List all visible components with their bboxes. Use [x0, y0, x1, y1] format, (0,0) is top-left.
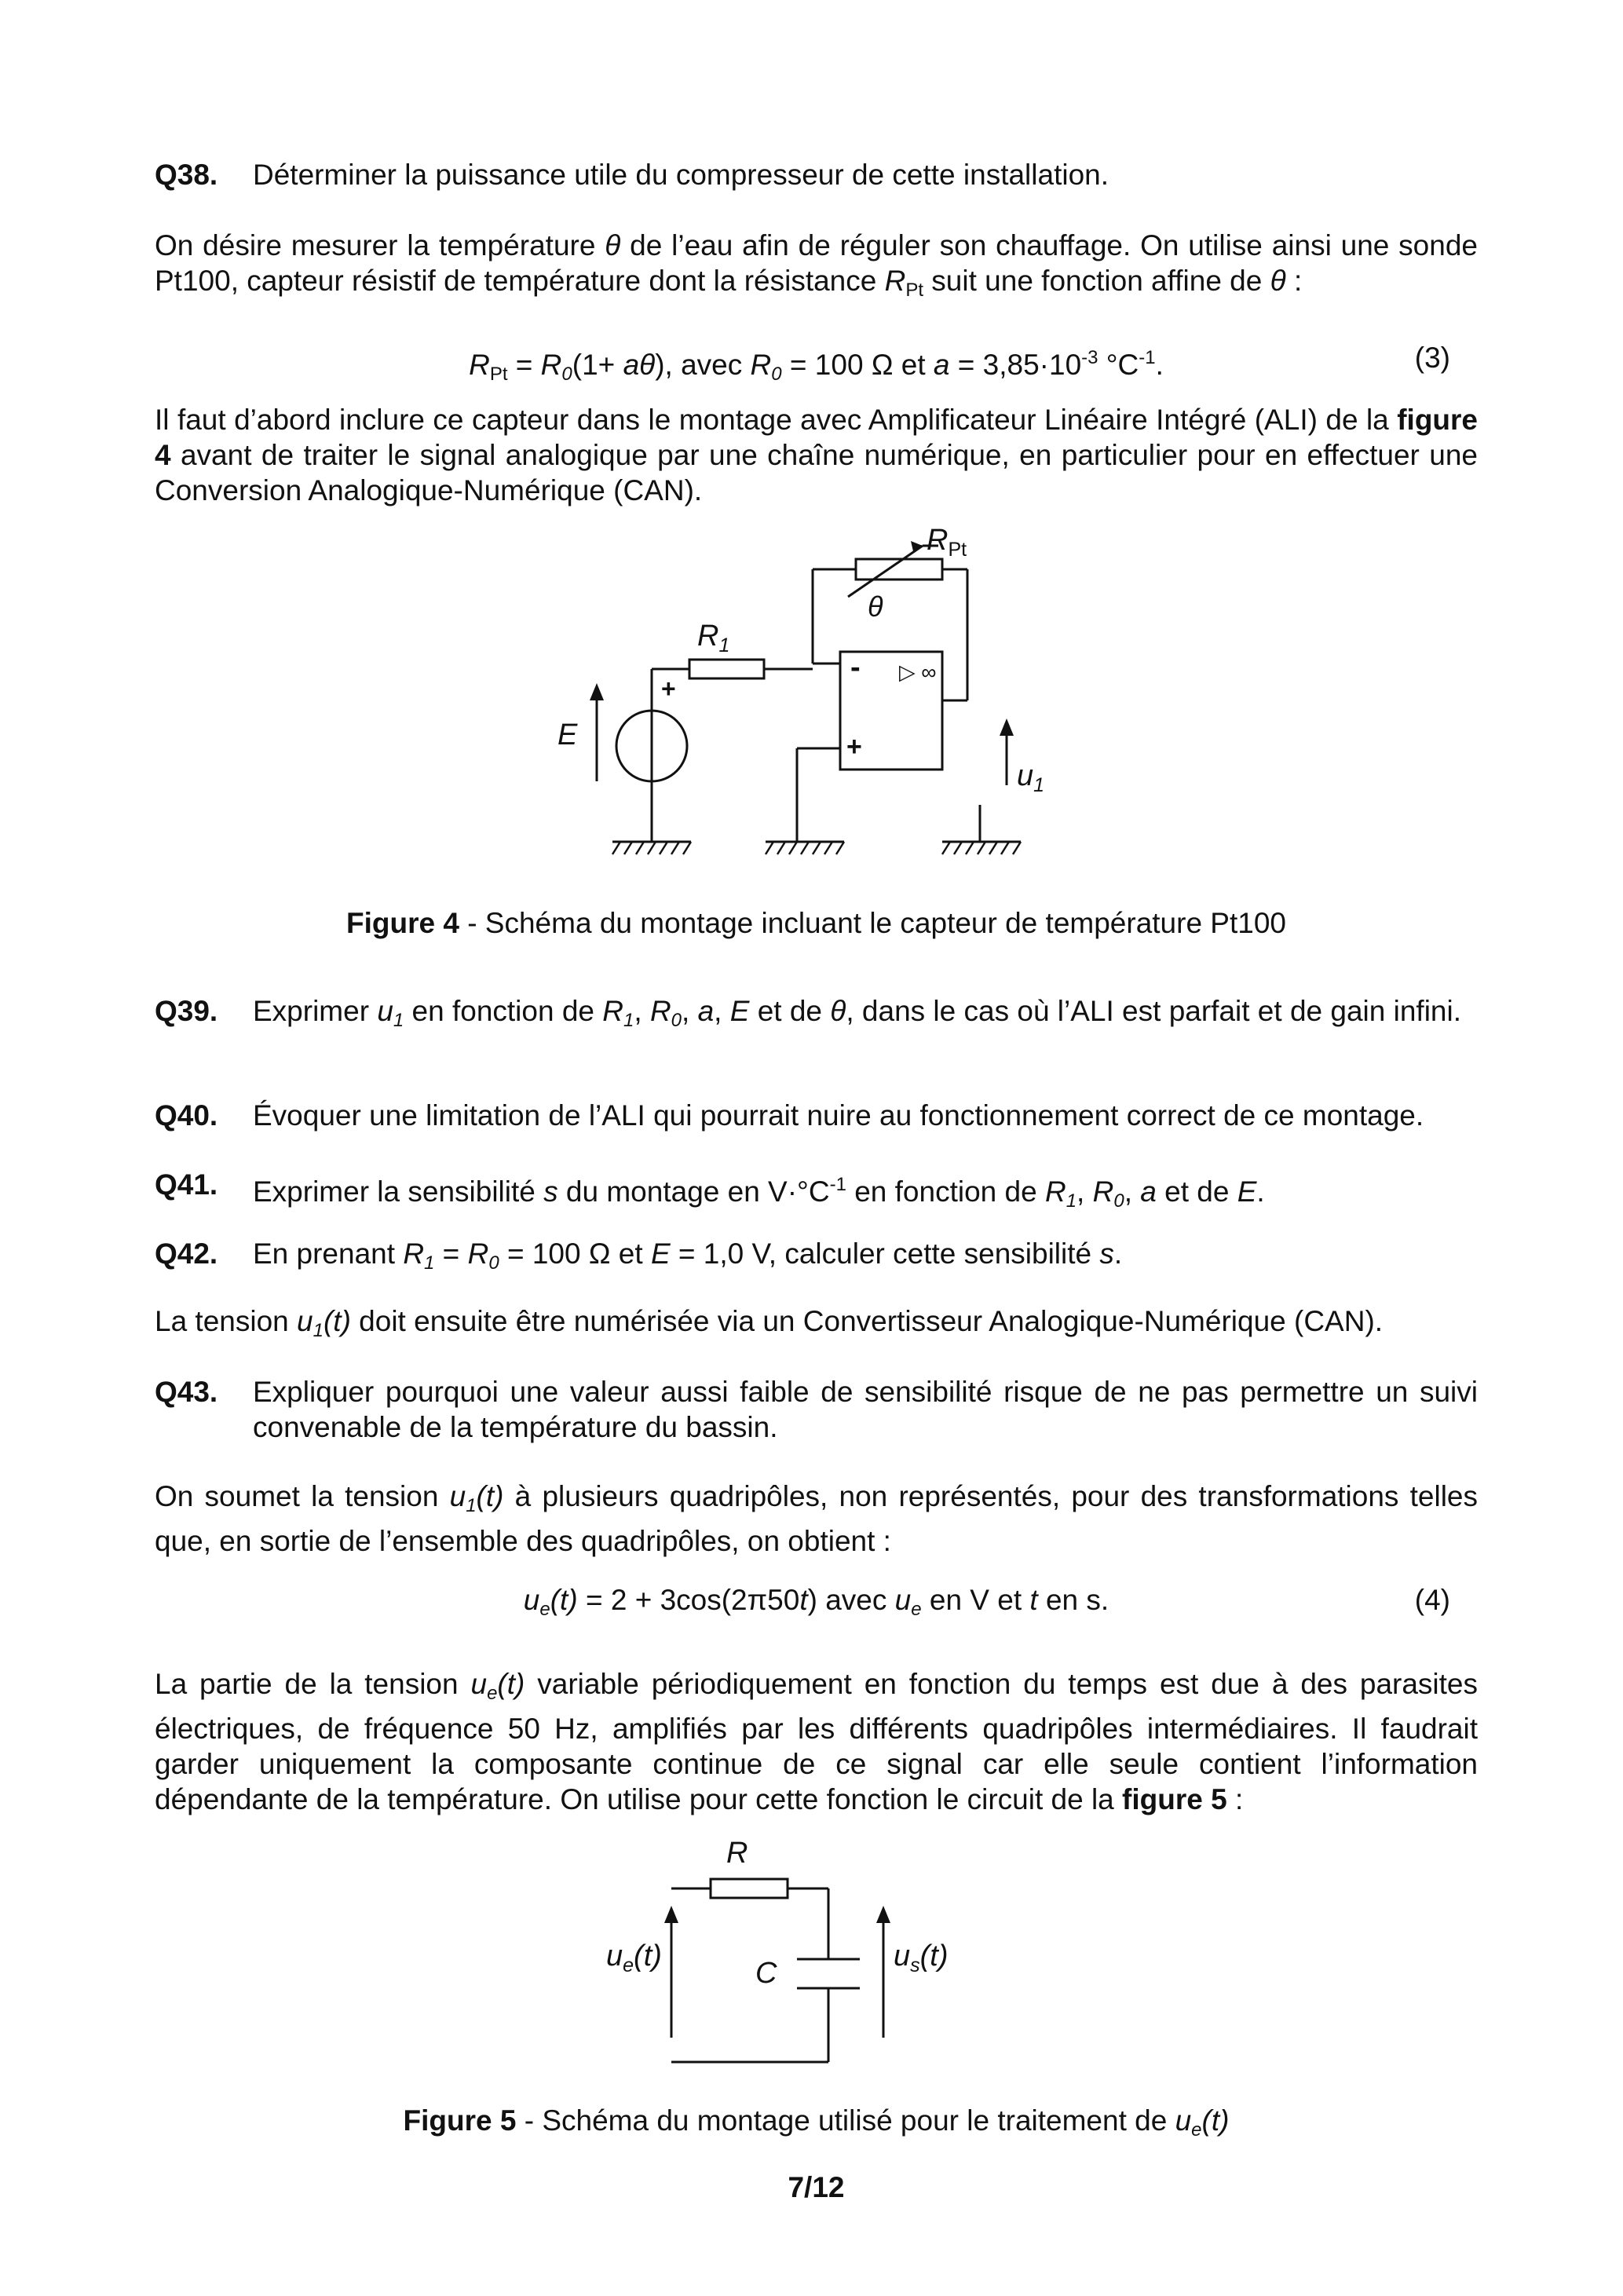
subscript: 1	[1066, 1190, 1077, 1212]
rpt-label: $R_{Pt}$	[927, 524, 967, 561]
text: doit ensuite être numérisée via un Convertisseur Analogique-Numérique (CAN).	[350, 1305, 1384, 1337]
subscript: 1	[393, 1010, 404, 1031]
minus-label: -	[850, 651, 861, 684]
text: .	[1113, 1238, 1123, 1270]
text: en fonction de	[404, 995, 603, 1027]
symbol: a	[623, 349, 640, 381]
text: en V et	[921, 1584, 1030, 1616]
text: ), avec	[655, 349, 751, 381]
subscript: e	[911, 1599, 922, 1620]
symbol: R	[1092, 1175, 1114, 1208]
text: = 2 + 3cos(2π50	[577, 1584, 800, 1616]
symbol: u	[523, 1584, 540, 1616]
theta-label: θ	[868, 590, 883, 623]
text: ,	[714, 995, 730, 1027]
symbol: u	[297, 1305, 313, 1337]
symbol: s	[1099, 1238, 1114, 1270]
symbol: R	[750, 349, 772, 381]
text: .	[1155, 349, 1164, 381]
text: Exprimer la sensibilité	[253, 1175, 544, 1208]
symbol: (t)	[476, 1480, 504, 1512]
equation-number: (3)	[1414, 342, 1450, 374]
text: °C	[1098, 349, 1139, 381]
us-label: $u_s(t)$	[894, 1940, 949, 1976]
text: Il faut d’abord inclure ce capteur dans le montage avec Amplificateur Linéaire Intégré (ALI) de la	[155, 404, 1398, 436]
symbol: R	[602, 995, 624, 1027]
plus-source-label: +	[661, 675, 676, 703]
caption-label: Figure 4	[346, 907, 459, 939]
superscript: -1	[829, 1174, 846, 1195]
caption-label: Figure 5	[403, 2104, 517, 2137]
symbol: (t)	[1201, 2104, 1230, 2137]
symbol: (t)	[497, 1668, 525, 1700]
text: et de	[1156, 1175, 1237, 1208]
symbol: R	[403, 1238, 425, 1270]
symbol: R	[649, 995, 671, 1027]
subscript: 1	[313, 1320, 324, 1341]
text: (1+	[572, 349, 623, 381]
symbol: R	[1044, 1175, 1066, 1208]
ue-arrowhead	[664, 1906, 678, 1923]
symbol: (t)	[323, 1305, 351, 1337]
u1-label: $u_1$	[1017, 759, 1045, 796]
figure-reference: figure 4	[155, 404, 1478, 471]
question-text: Déterminer la puissance utile du compresseur de cette installation.	[253, 159, 1109, 191]
text: en fonction de	[846, 1175, 1045, 1208]
subscript: 0	[561, 364, 572, 385]
symbol: s	[543, 1175, 558, 1208]
symbol: E	[729, 995, 750, 1027]
r1-label: $R_1$	[697, 620, 730, 656]
subscript: 1	[623, 1010, 634, 1031]
text: de l’eau afin de réguler son chauffage. On utilise ainsi une sonde Pt100, capteur résistif de température dont la résistance	[155, 229, 1478, 297]
symbol: t	[1029, 1584, 1038, 1616]
symbol: R	[467, 1238, 489, 1270]
text: , dans le cas où l’ALI est parfait et de gain infini.	[846, 995, 1461, 1027]
caption-text: - Schéma du montage incluant le capteur de température Pt100	[459, 907, 1286, 939]
text: La partie de la tension	[155, 1668, 471, 1700]
plus-input-label: +	[846, 732, 862, 762]
resistance-symbol: R	[884, 265, 906, 297]
symbol: u	[377, 995, 393, 1027]
text: :	[1285, 265, 1303, 297]
text: suit une fonction affine de	[923, 265, 1270, 297]
subscript: e	[1191, 2119, 1202, 2141]
symbol: (t)	[550, 1584, 578, 1616]
symbol: E	[1237, 1175, 1257, 1208]
text: du montage en V·°C	[557, 1175, 830, 1208]
text: ,	[634, 995, 650, 1027]
caption-text: - Schéma du montage utilisé pour le traitement de	[516, 2104, 1175, 2137]
text: = 3,85·10	[949, 349, 1082, 381]
subscript: Pt	[489, 364, 508, 385]
page-number: 7/12	[788, 2171, 845, 2203]
theta-symbol: θ	[1270, 265, 1286, 297]
question-label: Q41.	[155, 1168, 218, 1201]
symbol: a	[697, 995, 715, 1027]
symbol: a	[1140, 1175, 1157, 1208]
symbol: u	[470, 1668, 488, 1700]
subscript: 0	[488, 1252, 499, 1274]
subscript: Pt	[905, 280, 924, 301]
text: et de	[749, 995, 831, 1027]
theta-symbol: θ	[830, 995, 846, 1027]
r-resistor	[711, 1879, 788, 1898]
symbol: u	[894, 1584, 912, 1616]
theta-symbol: θ	[605, 229, 621, 261]
subscript: 0	[771, 364, 782, 385]
text: En prenant	[253, 1238, 404, 1270]
figure-5-caption	[155, 2103, 1478, 2148]
question-label: Q38.	[155, 159, 218, 191]
superscript: -3	[1081, 347, 1098, 368]
question-label: Q42.	[155, 1238, 218, 1270]
text: On désire mesurer la température	[155, 229, 605, 261]
ue-label: $u_e(t)$	[606, 1940, 662, 1976]
text: ,	[1077, 1175, 1093, 1208]
question-text: Évoquer une limitation de l’ALI qui pourrait nuire au fonctionnement correct de ce montage.	[253, 1099, 1424, 1132]
c-label: C	[755, 1957, 777, 1990]
symbol: E	[650, 1238, 671, 1270]
symbol: R	[469, 349, 490, 381]
subscript: e	[539, 1599, 550, 1620]
text: ) avec	[807, 1584, 895, 1616]
r-label: R	[726, 1837, 748, 1870]
question-label: Q43.	[155, 1376, 218, 1408]
us-arrowhead	[876, 1906, 890, 1923]
e-label: E	[557, 718, 578, 751]
amp-symbol: ▷ ∞	[899, 660, 937, 684]
text: en s.	[1037, 1584, 1109, 1616]
text: avant de traiter le signal analogique par une chaîne numérique, en particulier pour en effectuer une Conversion Analogique-Numérique (CAN).	[155, 439, 1478, 506]
symbol: u	[1175, 2104, 1192, 2137]
text: ,	[682, 995, 698, 1027]
text: ,	[1124, 1175, 1141, 1208]
text: variable périodiquement en fonction du temps est due à des parasites électriques, de fréquence 50 Hz, amplifiés par les différents quadripôles intermédiaires. Il faudrait garder uniquement la composante continue de ce signal car elle seule contient l’information dépendante de la température. On utilise pour cette fonction le circuit de la	[155, 1668, 1479, 1815]
text: .	[1256, 1175, 1265, 1208]
text: =	[434, 1238, 468, 1270]
subscript: 1	[424, 1252, 435, 1274]
text: :	[1226, 1783, 1244, 1815]
figure-reference: figure 5	[1122, 1783, 1227, 1815]
subscript: 0	[671, 1010, 682, 1031]
equation-number: (4)	[1414, 1584, 1450, 1616]
subscript: 1	[466, 1495, 477, 1516]
text: = 100 Ω et	[499, 1238, 651, 1270]
subscript: e	[487, 1683, 498, 1704]
text: à plusieurs quadripôles, non représentés, pour des transformations telles que, en sortie de l’ensemble des quadripôles, on obtient :	[155, 1480, 1478, 1557]
theta-symbol: θ	[639, 349, 656, 381]
text: = 100 Ω et	[781, 349, 934, 381]
question-label: Q39.	[155, 995, 218, 1027]
symbol: R	[540, 349, 562, 381]
question-label: Q40.	[155, 1099, 218, 1132]
text: Exprimer	[253, 995, 378, 1027]
text: La tension	[155, 1305, 298, 1337]
symbol: a	[933, 349, 950, 381]
text: On soumet la tension	[155, 1480, 450, 1512]
text: =	[507, 349, 541, 381]
symbol: u	[449, 1480, 466, 1512]
subscript: 0	[1113, 1190, 1124, 1212]
symbol: t	[799, 1584, 808, 1616]
text: = 1,0 V, calculer cette sensibilité	[670, 1238, 1100, 1270]
superscript: -1	[1139, 347, 1156, 368]
question-text: Expliquer pourquoi une valeur aussi faible de sensibilité risque de ne pas permettre un suivi convenable de la température du bassin.	[253, 1376, 1478, 1443]
